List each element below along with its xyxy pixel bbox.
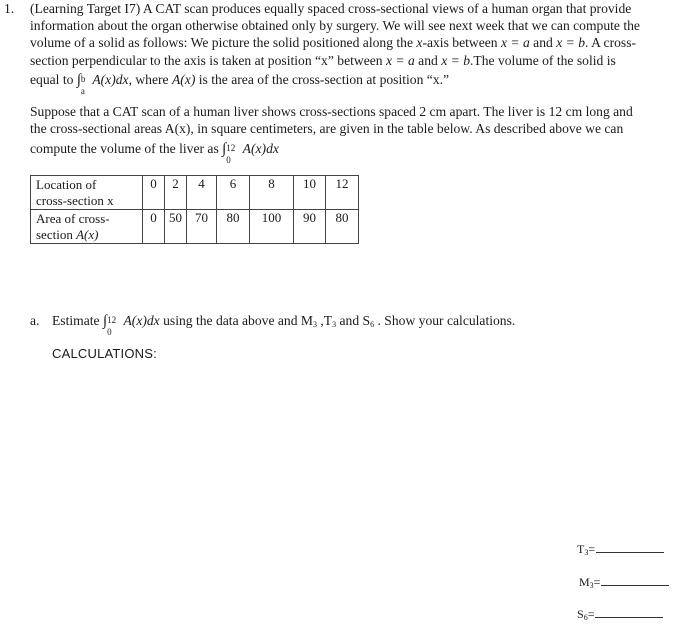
x-cell: 12 xyxy=(326,176,359,210)
integral-sign: ∫ xyxy=(222,141,227,158)
row-label-area: Area of cross- section A(x) xyxy=(31,210,143,244)
intro-line-4: section perpendicular to the axis is taken at position “x” between x = a and x = b.The volume of the solid is xyxy=(30,52,616,68)
s6-answer: $S_6=$ xyxy=(577,605,663,622)
area-cell: 80 xyxy=(217,210,250,244)
scenario-line-2: the cross-sectional areas A(x), in square centimeters, are given in the table below. As described above we can xyxy=(30,121,624,137)
table-row-location xyxy=(31,176,359,210)
t3-answer: $T_3=$ xyxy=(577,540,664,557)
integral-sign: ∫ xyxy=(76,71,81,88)
integral-limits: b a xyxy=(80,73,86,96)
integral-sign: ∫ xyxy=(102,313,108,329)
integral-limits: 12 0 xyxy=(107,315,117,337)
area-cell: 70 xyxy=(187,210,217,244)
m3-answer: $M_3=$ xyxy=(579,573,669,590)
m3-answer-field[interactable] xyxy=(601,573,669,586)
area-cell: 50 xyxy=(165,210,187,244)
x-cell: 10 xyxy=(294,176,326,210)
part-a-letter: a. xyxy=(30,313,40,328)
intro-line-2: information about the organ otherwise obtained only by surgery. We will see next week that we can compute the xyxy=(30,18,640,34)
intro-line-1: (Learning Target I7) A CAT scan produces equally spaced cross-sectional views of a human organ that provide xyxy=(30,1,632,16)
x-cell: 6 xyxy=(217,176,250,210)
area-cell: 0 xyxy=(143,210,165,244)
scenario-line-3: compute the volume of the liver as ∫ 12 0 A(x)dx xyxy=(30,141,279,166)
problem-intro xyxy=(30,0,685,96)
part-a-question: Estimate ∫ 12 0 A(x)dx using the data above and $M_3$ $,T_3$ and $S_6$ . Show your calculations. xyxy=(52,313,516,337)
scenario-line-1: Suppose that a CAT scan of a human liver shows cross-sections spaced 2 cm apart. The liver is 12 cm long and xyxy=(30,104,633,119)
x-cell: 4 xyxy=(187,176,217,210)
problem-number: 1. xyxy=(4,1,15,16)
x-cell: 0 xyxy=(143,176,165,210)
integral-limits: 12 0 xyxy=(226,143,236,166)
x-cell: 8 xyxy=(250,176,294,210)
intro-line-5: equal to ∫ b a A(x)dx, where A(x) is the area of the cross-section at position “x.” xyxy=(30,71,450,96)
liver-data-table xyxy=(30,175,359,244)
scenario-text xyxy=(30,103,685,166)
table-row-area xyxy=(31,210,359,244)
t3-answer-field[interactable] xyxy=(596,540,664,553)
area-cell: 100 xyxy=(250,210,294,244)
calculations-label: CALCULATIONS: xyxy=(52,346,157,361)
area-cell: 90 xyxy=(294,210,326,244)
s6-answer-field[interactable] xyxy=(595,605,663,618)
intro-line-3: volume of a solid as follows: We picture the solid positioned along the x-axis between x = a and x = b. A cross- xyxy=(30,35,637,51)
area-cell: 80 xyxy=(326,210,359,244)
row-label-location: Location of cross-section x xyxy=(31,176,143,210)
x-cell: 2 xyxy=(165,176,187,210)
